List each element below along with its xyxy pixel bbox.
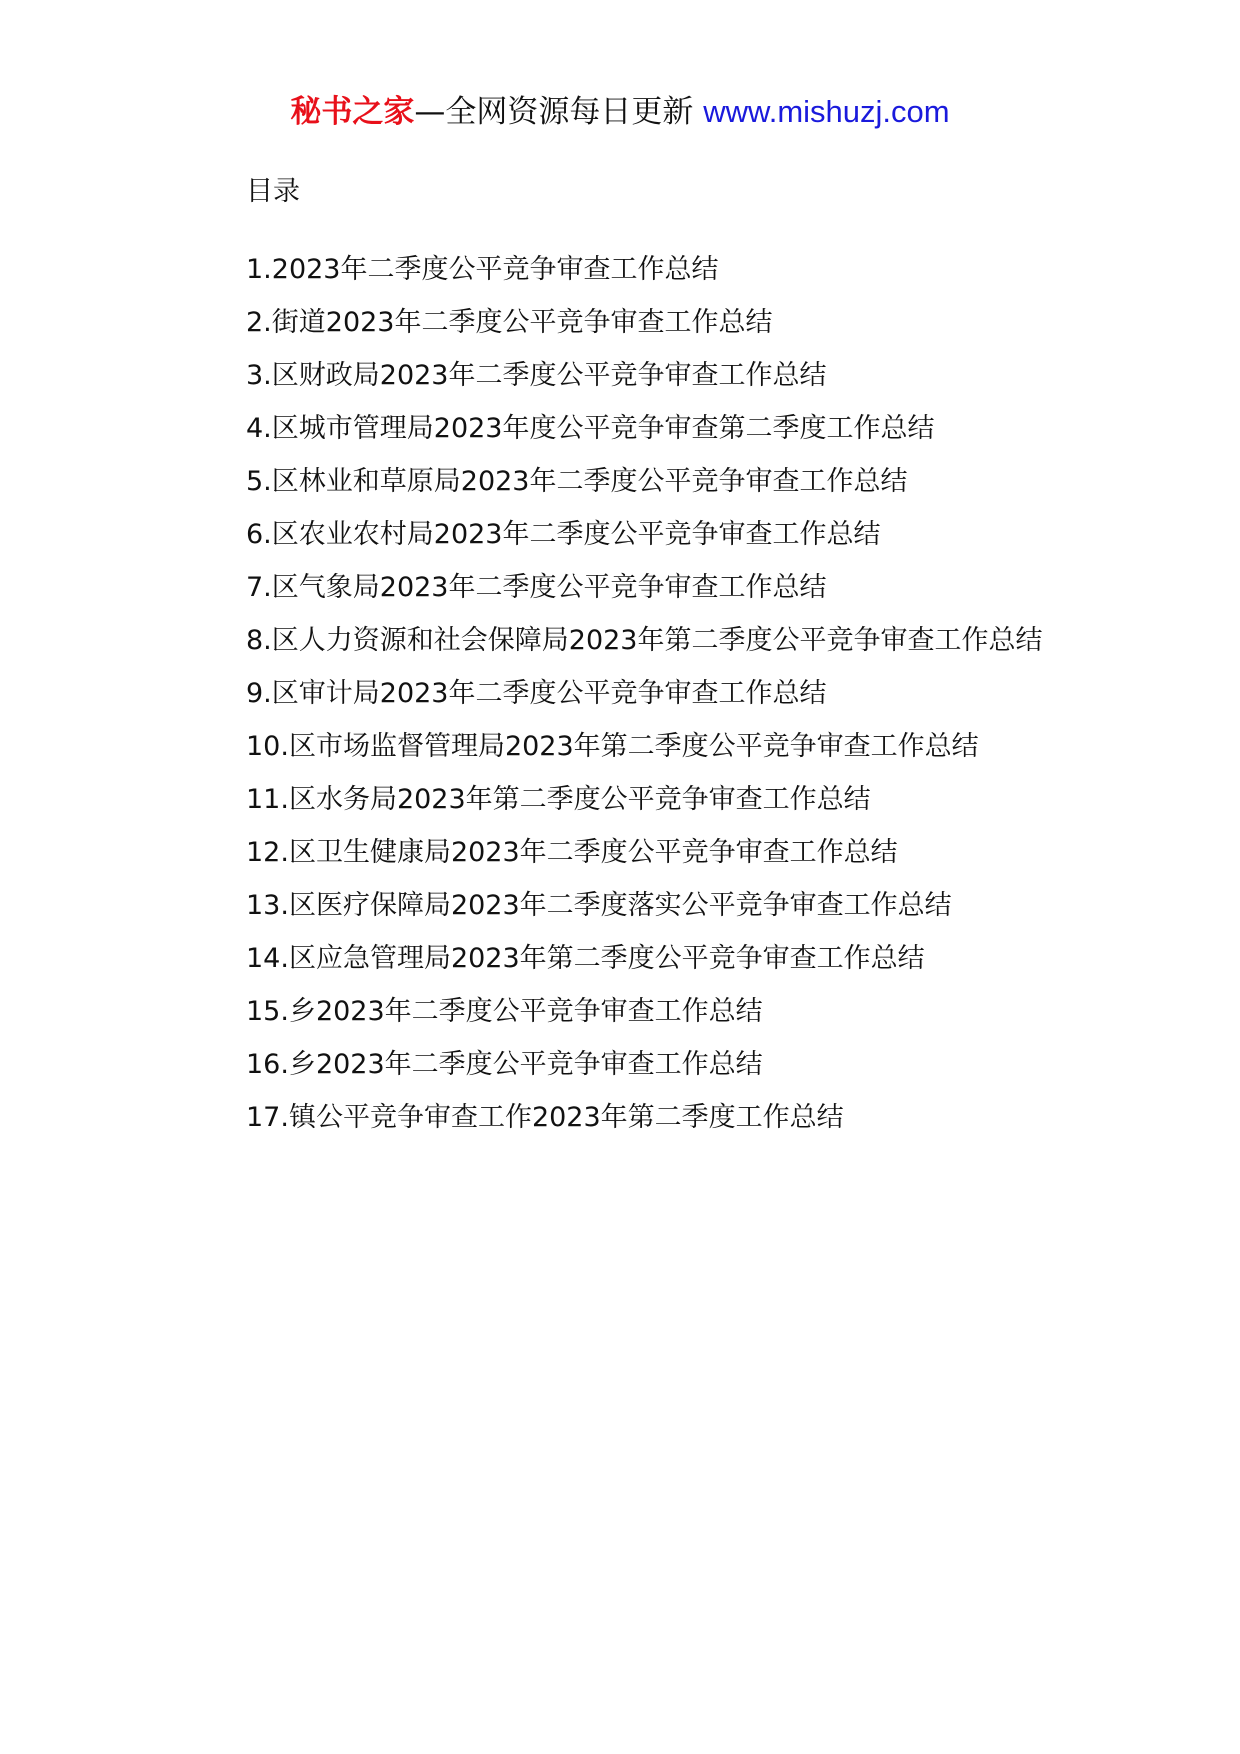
toc-item[interactable]: 1.2023年二季度公平竞争审查工作总结 [246, 254, 719, 285]
toc-item[interactable]: 17.镇公平竞争审查工作2023年第二季度工作总结 [246, 1102, 844, 1133]
toc-item[interactable]: 2.街道2023年二季度公平竞争审查工作总结 [246, 307, 773, 338]
toc-item[interactable]: 9.区审计局2023年二季度公平竞争审查工作总结 [246, 678, 827, 709]
toc-item[interactable]: 16.乡2023年二季度公平竞争审查工作总结 [246, 1049, 763, 1080]
header-tagline: —全网资源每日更新 [414, 94, 704, 130]
toc-item[interactable]: 10.区市场监督管理局2023年第二季度公平竞争审查工作总结 [246, 731, 979, 762]
table-of-contents [188, 172, 1058, 1150]
toc-item[interactable]: 11.区水务局2023年第二季度公平竞争审查工作总结 [246, 784, 871, 815]
toc-item[interactable]: 13.区医疗保障局2023年二季度落实公平竞争审查工作总结 [246, 890, 952, 921]
toc-item[interactable]: 15.乡2023年二季度公平竞争审查工作总结 [246, 996, 763, 1027]
website-link[interactable]: www.mishuzj.com [703, 94, 950, 129]
toc-item[interactable]: 5.区林业和草原局2023年二季度公平竞争审查工作总结 [246, 466, 908, 497]
toc-title: 目录 [246, 176, 300, 207]
brand-name: 秘书之家 [290, 94, 415, 130]
page-header [0, 92, 1240, 132]
toc-item[interactable]: 14.区应急管理局2023年第二季度公平竞争审查工作总结 [246, 943, 925, 974]
toc-item[interactable]: 6.区农业农村局2023年二季度公平竞争审查工作总结 [246, 519, 881, 550]
toc-list [188, 237, 1058, 1150]
toc-item[interactable]: 4.区城市管理局2023年度公平竞争审查第二季度工作总结 [246, 413, 935, 444]
toc-item[interactable]: 12.区卫生健康局2023年二季度公平竞争审查工作总结 [246, 837, 898, 868]
toc-item[interactable]: 8.区人力资源和社会保障局2023年第二季度公平竞争审查工作总结 [246, 625, 1043, 656]
toc-item[interactable]: 3.区财政局2023年二季度公平竞争审查工作总结 [246, 360, 827, 391]
toc-item[interactable]: 7.区气象局2023年二季度公平竞争审查工作总结 [246, 572, 827, 603]
